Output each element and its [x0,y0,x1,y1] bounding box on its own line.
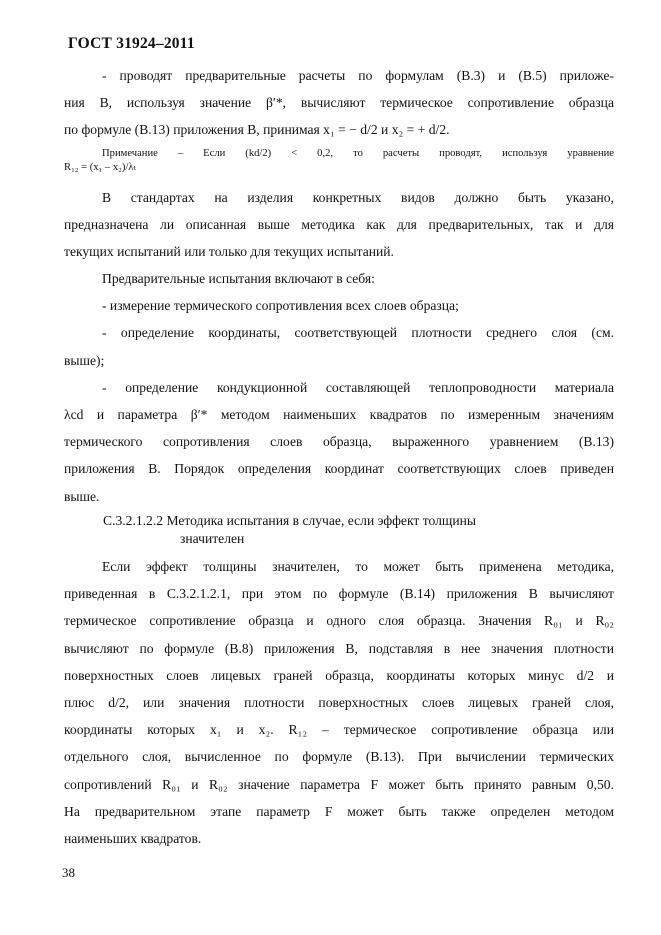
text-line: отдельного слоя, вычисленное по формуле (В.13). При вычислении термических [64,749,614,765]
text-line: координаты которых x₁ и x₂. R₁₂ – термическое сопротивление образца или [64,722,614,738]
note-line: R₁₂ = (x₁ – x₂)/λₜ [64,162,137,173]
text-line: предназначена ли описанная выше методика как для предварительных, так и для [64,217,614,233]
text-line: - проводят предварительные расчеты по формулам (В.3) и (В.5) приложе- [102,68,614,83]
text-line: - определение координаты, соответствующей плотности среднего слоя (см. [102,325,614,341]
document-header: ГОСТ 31924–2011 [68,35,195,52]
paragraph-preliminary-tests [64,265,614,510]
paragraph-method [64,553,614,852]
text-line: λcd и параметра β′* методом наименьших квадратов по измеренным значениям [64,407,614,423]
text-line: ния В, используя значение β′*, вычисляют термическое сопротивление образца [64,95,614,111]
note-block [64,147,614,175]
page-number: 38 [62,865,75,880]
paragraph-standards [64,184,614,266]
text-line: приложения В. Порядок определения координат соответствующих слоев приведен [64,461,614,477]
text-line: Предварительные испытания включают в себя: [102,271,375,286]
text-line: - измерение термического сопротивления всех слоев образца; [102,298,459,314]
subheading-line: значителен [180,531,245,546]
text-line: Если эффект толщины значителен, то может быть применена методика, [102,559,614,574]
text-line: плюс d/2, или значения плотности поверхностных слоев лицевых граней слоя, [64,695,614,711]
text-line: В стандартах на изделия конкретных видов должно быть указано, [102,190,614,205]
text-line: вычисляют по формуле (В.8) приложения В, подставляя в нее значения плотности [64,640,614,656]
paragraph-preliminary-calculations [64,62,614,144]
text-line: термическое сопротивление образца и одного слоя образца. Значения R₀₁ и R₀₂ [64,613,614,629]
text-line: На предварительном этапе параметр F может быть также определен методом [64,803,614,819]
text-line: текущих испытаний или только для текущих испытаний. [64,244,394,260]
text-line: по формуле (В.13) приложения В, принимая x₁ = − d/2 и x₂ = + d/2. [64,122,450,138]
text-line: сопротивлений R₀₁ и R₀₂ значение параметра F может быть принято равным 0,50. [64,776,614,792]
text-line: поверхностных слоев лицевых граней образца, координаты которых минус d/2 и [64,667,614,683]
section-subheading [103,512,476,548]
text-line: выше); [64,352,105,368]
text-line: термического сопротивления слоев образца, выраженного уравнением (В.13) [64,434,614,450]
text-line: приведенная в С.3.2.1.2.1, при этом по формуле (В.14) приложения В вычисляют [64,586,614,602]
text-line: наименьших квадратов. [64,831,202,847]
text-line: выше. [64,488,100,504]
subheading-line: С.3.2.1.2.2 Методика испытания в случае, если эффект толщины [103,513,477,528]
note-line: Примечание – Если (kd/2) < 0,2, то расчеты проводят, используя уравнение [102,148,614,159]
text-line: - определение кондукционной составляющей теплопроводности материала [102,379,614,395]
